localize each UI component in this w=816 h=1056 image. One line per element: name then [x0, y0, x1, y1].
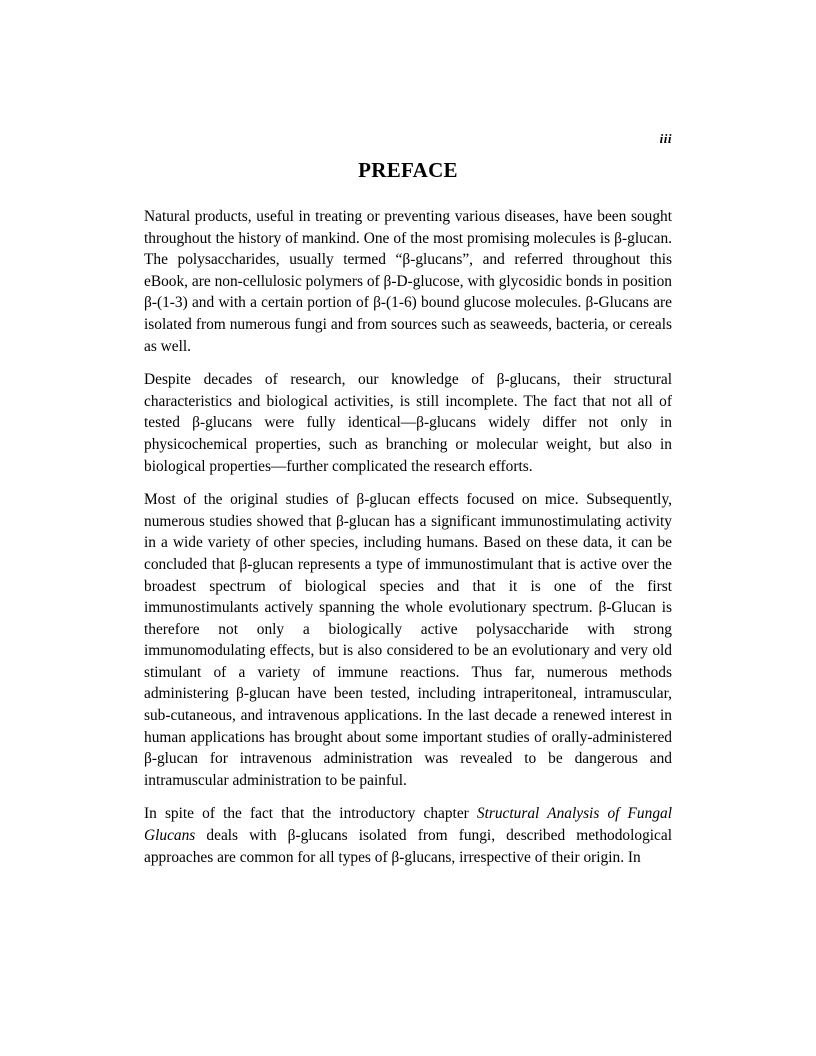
paragraph-1-text-a: Natural products, useful in treating or preventing various diseases, have been sought throughout the history of mankind. One of the most promising molecules is β-glucan. The polysaccharides, usually termed “β-glucans”, and referred throughout this eBook, are non-cellulosic polymers of β-: [144, 208, 672, 290]
paragraph-2: Despite decades of research, our knowledge of β-glucans, their structural characteristics and biological activities, is still incomplete. The fact that not all of tested β-glucans were fully identical—β-glucans widely differ not only in physicochemical properties, such as branching or molecular weight, but also in biological properties—further complicated the research efforts.: [144, 371, 672, 475]
document-page: [144, 0, 672, 1056]
small-caps-d: D: [396, 272, 408, 290]
page-number: iii: [659, 131, 672, 146]
paragraph-4-text-b: deals with β-glucans isolated from fungi, described methodological approaches are common for all types of β-glucans, irrespective of their origin. In: [144, 827, 672, 866]
paragraph-4-text-a: In spite of the fact that the introductory chapter: [144, 805, 477, 823]
paragraph-1: [144, 206, 672, 357]
paragraph-3: Most of the original studies of β-glucan effects focused on mice. Subsequently, numerous studies showed that β-glucan has a significant immunostimulating activity in a wide variety of other species, including humans. Based on these data, it can be concluded that β-glucan represents a type of immunostimulant that is active over the broadest spectrum of biological species and that it is one of the first immunostimulants actively spanning the whole evolutionary spectrum. β-Glucan is therefore not only a biologically active polysaccharide with strong immunomodulating effects, but is also considered to be an evolutionary and very old stimulant of a variety of immune reactions. Thus far, numerous methods administering β-glucan have been tested, including intraperitoneal, intramuscular, sub-cutaneous, and intravenous applications. In the last decade a renewed interest in human applications has brought about some important studies of orally-administered β-glucan for intravenous administration was revealed to be dangerous and intramuscular administration to be painful.: [144, 491, 672, 789]
body-text: [144, 206, 672, 868]
chapter-title-reference: Structural Analysis of Fungal Glucans: [144, 805, 672, 845]
paragraph-4: [144, 803, 672, 868]
page-title: PREFACE: [358, 158, 458, 182]
paragraph-1-text-b: -glucose, with glycosidic bonds in position β-(1-3) and with a certain portion of β-(1-6) bound glucose molecules. β-Glucans are isolated from numerous fungi and from sources such as seaweeds, bacteria, or cereals as well.: [144, 272, 672, 355]
